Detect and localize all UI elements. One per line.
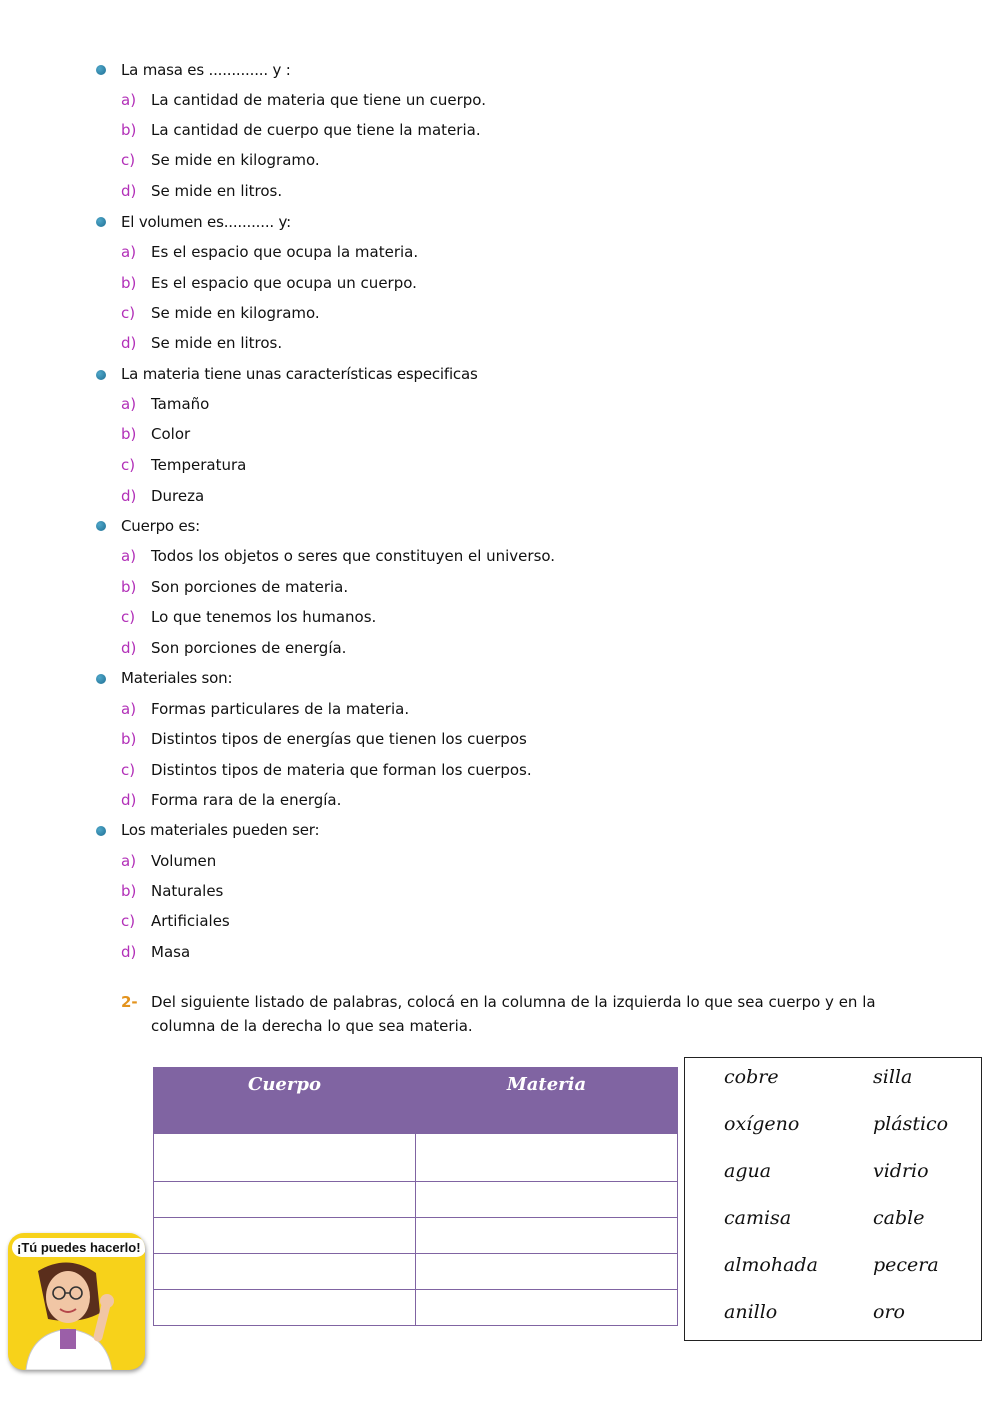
option-b[interactable]: b) Color — [121, 425, 191, 443]
drop-cell-materia[interactable] — [416, 1290, 678, 1326]
word-chip[interactable]: pecera — [873, 1254, 939, 1276]
option-d[interactable]: d) Se mide en litros. — [121, 182, 283, 200]
question-title: La materia tiene unas características especificas — [121, 365, 478, 383]
option-b[interactable]: b) Naturales — [121, 882, 224, 900]
drop-cell-cuerpo[interactable] — [154, 1254, 416, 1290]
sorting-table — [153, 1067, 678, 1326]
option-c[interactable]: c) Temperatura — [121, 456, 247, 474]
question-title: La masa es ............. y : — [121, 61, 291, 79]
drop-cell-materia[interactable] — [416, 1254, 678, 1290]
bullet-icon — [96, 217, 106, 227]
drop-cell-cuerpo[interactable] — [154, 1134, 416, 1182]
option-a[interactable]: a) Formas particulares de la materia. — [121, 700, 410, 718]
avatar-icon — [8, 1233, 145, 1370]
bullet-icon — [96, 370, 106, 380]
option-a[interactable]: a) Es el espacio que ocupa la materia. — [121, 243, 419, 261]
option-a[interactable]: a) Volumen — [121, 852, 217, 870]
section-2-instructions — [121, 990, 901, 1038]
word-bank — [684, 1057, 982, 1341]
drop-cell-materia[interactable] — [416, 1218, 678, 1254]
speech-bubble: ¡Tú puedes hacerlo! — [12, 1238, 145, 1257]
drop-cell-cuerpo[interactable] — [154, 1218, 416, 1254]
drop-cell-cuerpo[interactable] — [154, 1290, 416, 1326]
word-chip[interactable]: oro — [873, 1301, 905, 1323]
word-chip[interactable]: oxígeno — [724, 1113, 800, 1135]
word-chip[interactable]: almohada — [724, 1254, 818, 1276]
word-chip[interactable]: cobre — [724, 1066, 779, 1088]
option-d[interactable]: d) Forma rara de la energía. — [121, 791, 342, 809]
option-c[interactable]: c) Distintos tipos de materia que forman los cuerpos. — [121, 761, 532, 779]
word-chip[interactable]: camisa — [724, 1207, 792, 1229]
drop-cell-materia[interactable] — [416, 1182, 678, 1218]
column-header-cuerpo: Cuerpo — [154, 1068, 416, 1134]
option-a[interactable]: a) La cantidad de materia que tiene un cuerpo. — [121, 91, 486, 109]
option-a[interactable]: a) Tamaño — [121, 395, 210, 413]
word-chip[interactable]: anillo — [724, 1301, 778, 1323]
bullet-icon — [96, 65, 106, 75]
option-b[interactable]: b) Distintos tipos de energías que tienen los cuerpos — [121, 730, 527, 748]
question-title: El volumen es........... y: — [121, 213, 291, 231]
option-d[interactable]: d) Son porciones de energía. — [121, 639, 347, 657]
option-c[interactable]: c) Lo que tenemos los humanos. — [121, 608, 377, 626]
column-header-materia: Materia — [416, 1068, 678, 1134]
bullet-icon — [96, 521, 106, 531]
encouragement-sticker — [8, 1233, 145, 1370]
word-chip[interactable]: agua — [724, 1160, 772, 1182]
option-c[interactable]: c) Se mide en kilogramo. — [121, 151, 320, 169]
question-title: Los materiales pueden ser: — [121, 821, 320, 839]
drop-cell-materia[interactable] — [416, 1134, 678, 1182]
option-a[interactable]: a) Todos los objetos o seres que constituyen el universo. — [121, 547, 556, 565]
bullet-icon — [96, 826, 106, 836]
option-c[interactable]: c) Artificiales — [121, 912, 230, 930]
option-d[interactable]: d) Se mide en litros. — [121, 334, 283, 352]
question-title: Cuerpo es: — [121, 517, 200, 535]
option-b[interactable]: b) La cantidad de cuerpo que tiene la materia. — [121, 121, 481, 139]
word-chip[interactable]: vidrio — [873, 1160, 929, 1182]
word-chip[interactable]: silla — [873, 1066, 913, 1088]
section-text: Del siguiente listado de palabras, colocá en la columna de la izquierda lo que sea cuerpo y en la columna de la derecha lo que sea materia. — [151, 993, 876, 1035]
section-number: 2- — [121, 993, 138, 1011]
option-b[interactable]: b) Son porciones de materia. — [121, 578, 349, 596]
drop-cell-cuerpo[interactable] — [154, 1182, 416, 1218]
option-d[interactable]: d) Dureza — [121, 487, 205, 505]
option-b[interactable]: b) Es el espacio que ocupa un cuerpo. — [121, 274, 417, 292]
word-chip[interactable]: plástico — [873, 1113, 949, 1135]
bullet-icon — [96, 674, 106, 684]
option-c[interactable]: c) Se mide en kilogramo. — [121, 304, 320, 322]
option-d[interactable]: d) Masa — [121, 943, 191, 961]
question-title: Materiales son: — [121, 669, 233, 687]
word-chip[interactable]: cable — [873, 1207, 925, 1229]
